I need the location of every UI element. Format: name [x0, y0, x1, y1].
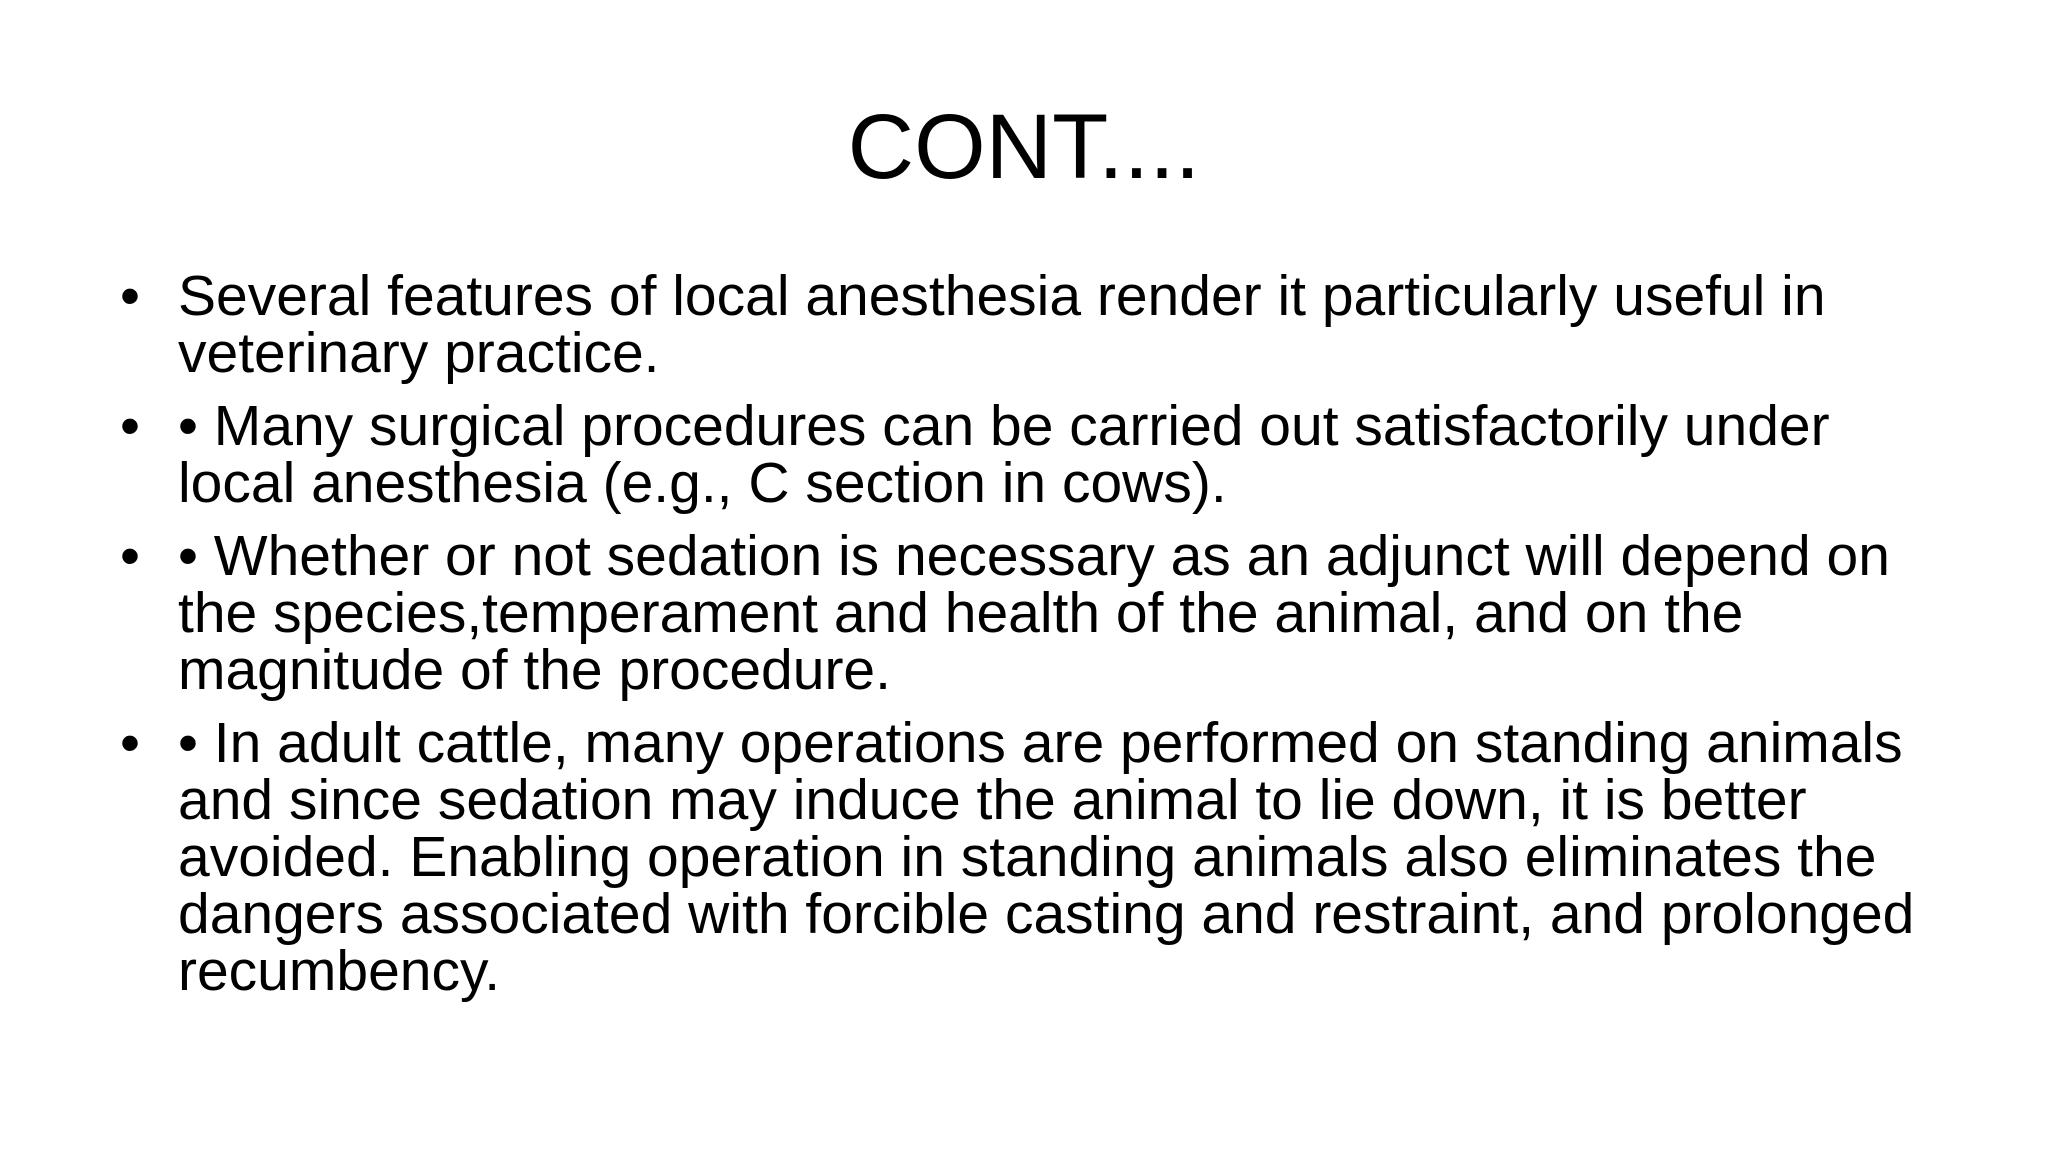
bullet-icon: •	[120, 524, 140, 588]
bullet-icon: •	[120, 264, 140, 328]
list-item	[120, 264, 1960, 385]
list-item	[120, 394, 1960, 515]
list-item	[120, 711, 1960, 1003]
bullet-text: Several features of local anesthesia render it particularly useful in veterinary practice.	[178, 264, 1826, 385]
bullet-list	[120, 264, 1960, 1016]
bullet-text: • In adult cattle, many operations are performed on standing animals and since sedation may induce the animal to lie down, it is better avoided. Enabling operation in standing animals also eliminates the dangers associated with forcible casting and restraint, and prolonged recumbency.	[178, 711, 1915, 1003]
list-item	[120, 524, 1960, 702]
bullet-icon: •	[120, 394, 140, 458]
bullet-text: • Whether or not sedation is necessary as an adjunct will depend on the species,temperament and health of the animal, and on the magnitude of the procedure.	[178, 524, 1890, 702]
slide-title: CONT....	[847, 96, 1201, 198]
bullet-text: • Many surgical procedures can be carried out satisfactorily under local anesthesia (e.g., C section in cows).	[178, 394, 1830, 515]
bullet-icon: •	[120, 711, 140, 775]
